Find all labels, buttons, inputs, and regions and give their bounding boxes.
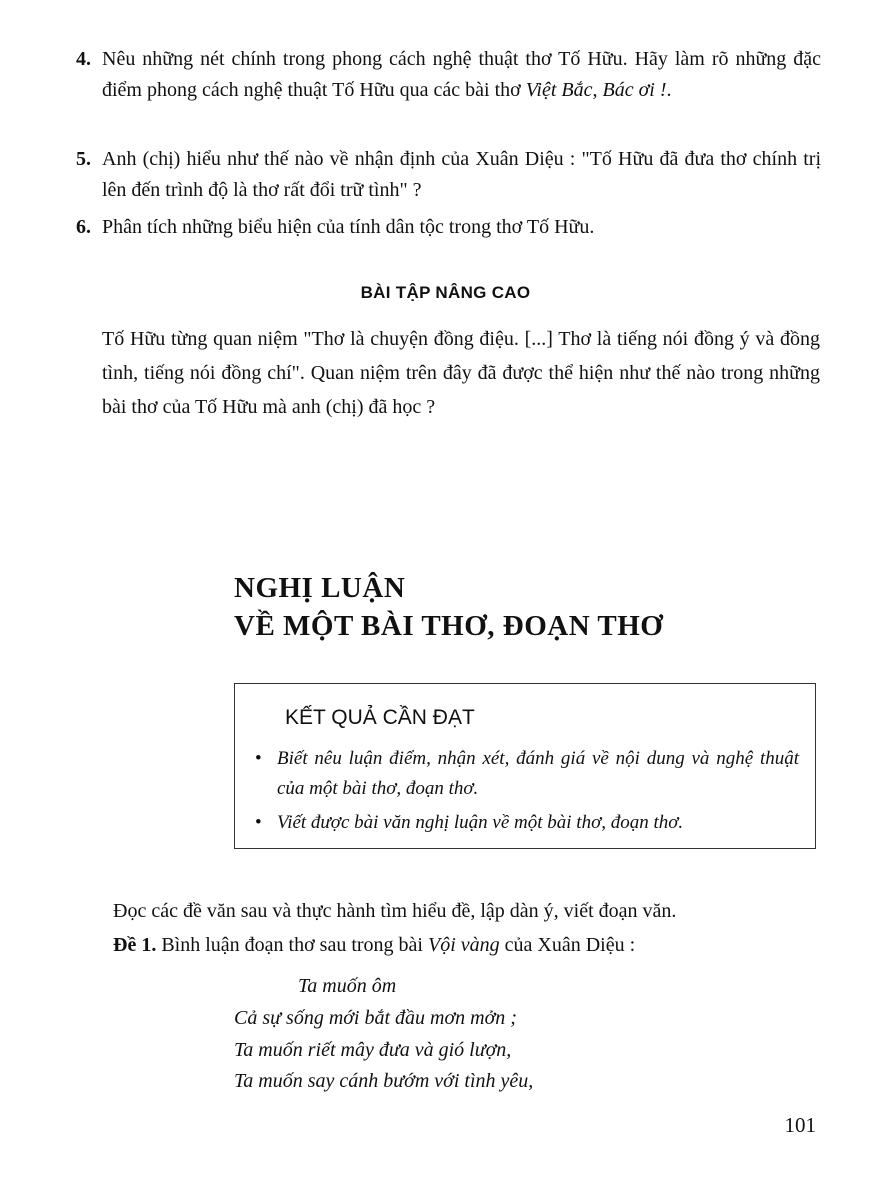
goals-box xyxy=(234,683,816,849)
question-number: 6. xyxy=(76,216,91,238)
goal-item: • Biết nêu luận điểm, nhận xét, đánh giá về nội dung và nghệ thuật của một bài thơ, đoạn thơ. xyxy=(255,744,799,804)
lesson-title-line1: NGHỊ LUẬN xyxy=(234,572,406,604)
question-number: 5. xyxy=(76,148,91,170)
poem-line: Ta muốn ôm xyxy=(298,975,397,997)
poem-title-bac-oi: Bác ơi ! xyxy=(602,79,667,101)
lesson-title-line2: VỀ MỘT BÀI THƠ, ĐOẠN THƠ xyxy=(234,610,664,642)
advanced-heading: BÀI TẬP NÂNG CAO xyxy=(360,283,531,302)
page-number: 101 xyxy=(784,1113,816,1137)
poem-line: Ta muốn riết mây đưa và gió lượn, xyxy=(234,1039,512,1061)
poem-title-viet-bac: Việt Bắc xyxy=(525,79,593,101)
question-number: 4. xyxy=(76,48,91,70)
advanced-text: Tố Hữu từng quan niệm "Thơ là chuyện đồng điệu. [...] Thơ là tiếng nói đồng ý và đồng tình, tiếng nói đồng chí". Quan niệm trên đây đã được thể hiện như thế nào trong những bài thơ của Tố Hữu mà anh (chị) đã học ? xyxy=(102,328,820,418)
poem-title-voi-vang: Vội vàng xyxy=(427,934,500,956)
exercise-intro: Đọc các đề văn sau và thực hành tìm hiểu đề, lập dàn ý, viết đoạn văn. xyxy=(113,900,677,922)
bullet-icon: • xyxy=(255,812,262,833)
exercise-de1: Đề 1. Bình luận đoạn thơ sau trong bài Vội vàng của Xuân Diệu : xyxy=(113,934,636,956)
question-text: Nêu những nét chính trong phong cách nghệ thuật thơ Tố Hữu. Hãy làm rõ những đặc điểm phong cách nghệ thuật Tố Hữu qua các bài thơ Việt Bắc, Bác ơi !. xyxy=(102,48,821,101)
poem-line: Cả sự sống mới bắt đầu mơn mởn ; xyxy=(234,1007,517,1029)
goal-item: • Viết được bài văn nghị luận về một bài thơ, đoạn thơ. xyxy=(255,808,799,838)
bullet-icon: • xyxy=(255,748,262,769)
question-6 xyxy=(76,212,821,243)
question-text: Anh (chị) hiểu như thế nào về nhận định của Xuân Diệu : "Tố Hữu đã đưa thơ chính trị lên đến trình độ là thơ rất đổi trữ tình" ? xyxy=(102,148,821,201)
question-5 xyxy=(76,144,821,206)
question-4 xyxy=(76,44,821,106)
poem-line: Ta muốn say cánh bướm với tình yêu, xyxy=(234,1070,534,1092)
goals-heading: KẾT QUẢ CẦN ĐẠT xyxy=(285,706,475,729)
question-text: Phân tích những biểu hiện của tính dân tộc trong thơ Tố Hữu. xyxy=(102,216,595,238)
de1-label: Đề 1. xyxy=(113,934,157,956)
